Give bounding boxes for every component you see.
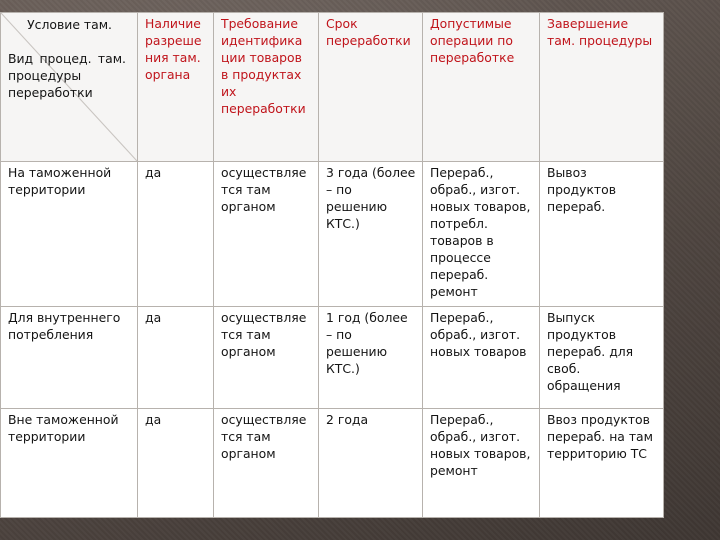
table-cell: Перераб., обраб., изгот. новых товаров — [423, 307, 540, 409]
corner-bottom-label: Вид процед. там. процедуры переработки — [8, 51, 126, 100]
header-identification: Требование идентифика ции товаров в продуктах их переработки — [214, 13, 319, 162]
header-operations: Допустимые операции по переработке — [423, 13, 540, 162]
header-completion: Завершение там. процедуры — [540, 13, 664, 162]
table-cell: осуществляе тся там органом — [214, 409, 319, 518]
table-row — [1, 409, 664, 518]
table-cell: Перераб., обраб., изгот. новых товаров, ремонт — [423, 409, 540, 518]
header-row — [1, 13, 664, 162]
header-permission: Наличие разреше ния там. органа — [138, 13, 214, 162]
row-label: Для внутреннего потребления — [1, 307, 138, 409]
corner-header-cell — [1, 13, 138, 162]
table-cell: Выпуск продуктов перераб. для своб. обращения — [540, 307, 664, 409]
table-cell: 1 год (более – по решению КТС.) — [319, 307, 423, 409]
table-cell: осуществляе тся там органом — [214, 162, 319, 307]
table-cell: 2 года — [319, 409, 423, 518]
row-label: Вне таможенной территории — [1, 409, 138, 518]
table-cell: да — [138, 307, 214, 409]
table-cell: да — [138, 409, 214, 518]
header-term: Срок переработки — [319, 13, 423, 162]
table-row — [1, 162, 664, 307]
table-cell: осуществляе тся там органом — [214, 307, 319, 409]
procedures-table-container — [0, 12, 663, 518]
table-cell: да — [138, 162, 214, 307]
table-cell: Перераб., обраб., изгот. новых товаров, потребл. товаров в процессе перераб. ремонт — [423, 162, 540, 307]
table-cell: Ввоз продуктов перераб. на там территорию ТС — [540, 409, 664, 518]
table-row — [1, 307, 664, 409]
table-cell: Вывоз продуктов перераб. — [540, 162, 664, 307]
corner-top-label: Условие там. — [27, 17, 112, 32]
table-cell: 3 года (более – по решению КТС.) — [319, 162, 423, 307]
procedures-table — [0, 12, 664, 518]
row-label: На таможенной территории — [1, 162, 138, 307]
